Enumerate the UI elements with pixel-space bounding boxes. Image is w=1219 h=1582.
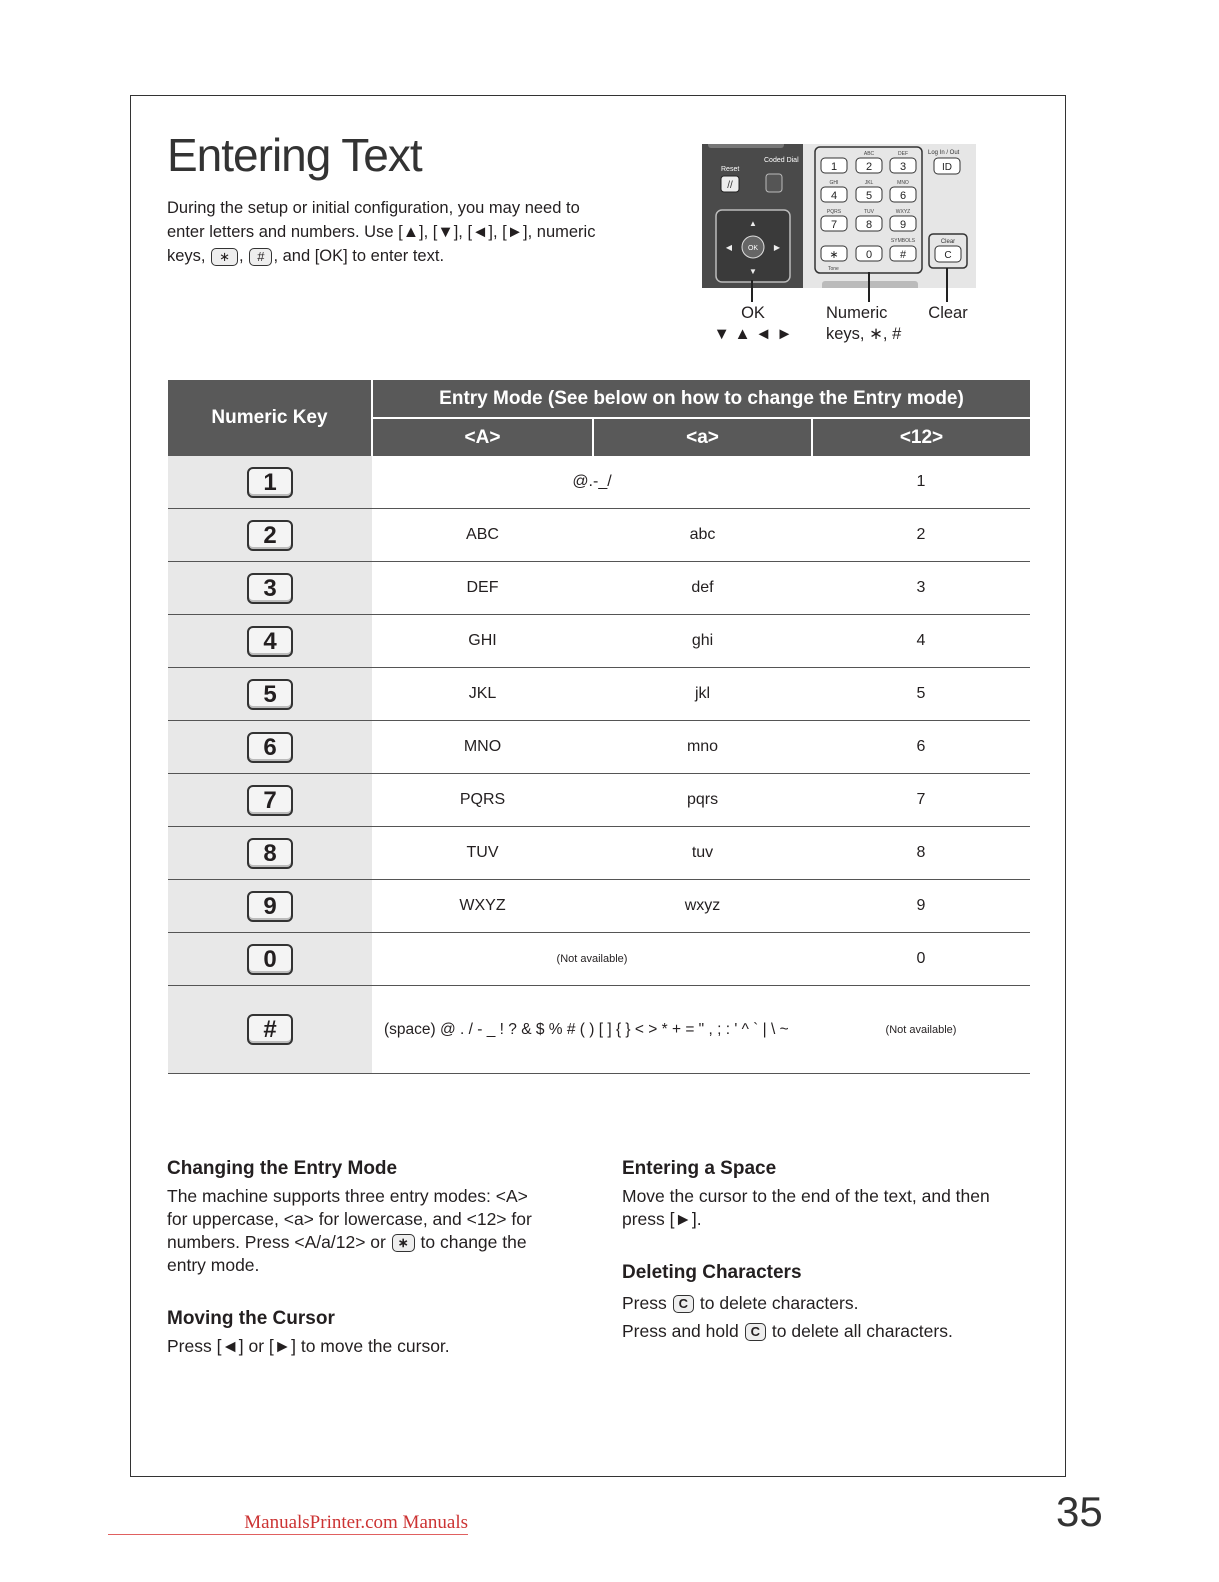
entry-mode-text	[167, 1185, 587, 1277]
key-4-icon: 4	[247, 626, 293, 657]
row-8-numeric: 8	[812, 827, 1030, 880]
row-1-symbols: @.-_/	[372, 456, 812, 509]
svg-text:9: 9	[899, 219, 907, 231]
symbols-label: SYMBOLS	[890, 238, 916, 244]
intro-line-1: During the setup or initial configuration, you may need to	[167, 199, 580, 217]
row-7-lower: pqrs	[593, 774, 812, 827]
row-3-lower: def	[593, 562, 812, 615]
row-7-upper: PQRS	[372, 774, 593, 827]
clear-callout-label: Clear	[928, 304, 968, 322]
svg-text:8: 8	[865, 219, 873, 231]
svg-text:5: 5	[865, 190, 873, 202]
header-numeric-key: Numeric Key	[168, 380, 372, 456]
row-2-upper: ABC	[372, 509, 593, 562]
svg-text:GHI: GHI	[829, 180, 839, 186]
down-arrow-icon: ▼	[749, 267, 757, 276]
entry-mode-table	[168, 380, 1030, 1074]
key-2-icon: 2	[247, 520, 293, 551]
entry-mode-heading: Changing the Entry Mode	[167, 1158, 398, 1179]
key-6-icon: 6	[247, 732, 293, 763]
entry-mode-line-1: The machine supports three entry modes: <A>	[167, 1186, 528, 1206]
table-row	[168, 986, 1030, 1074]
operation-panel-illustration	[702, 144, 976, 288]
ok-callout	[713, 303, 793, 345]
entry-mode-line-2: for uppercase, <a> for lowercase, and <12> for	[167, 1209, 532, 1229]
ok-callout-line	[751, 280, 753, 302]
row-0-numeric: 0	[812, 933, 1030, 986]
entry-mode-line-4: entry mode.	[167, 1255, 260, 1275]
numeric-callout-line1: Numeric	[826, 304, 888, 322]
row-hash-numeric: (Not available)	[812, 986, 1030, 1074]
keypad-key-0	[856, 246, 882, 261]
clear-key-icon: C	[673, 1295, 694, 1313]
keypad-key-1	[821, 158, 847, 173]
row-hash-symbols: (space) @ . / - _ ! ? & $ % # ( ) [ ] { } < > * + = " , ; : ' ^ ` | \ ~	[372, 986, 812, 1074]
delete-heading: Deleting Characters	[622, 1262, 802, 1283]
page-title: Entering Text	[167, 129, 422, 181]
row-4-upper: GHI	[372, 615, 593, 668]
entry-mode-line-3	[167, 1231, 587, 1254]
row-4-numeric: 4	[812, 615, 1030, 668]
cursor-heading: Moving the Cursor	[167, 1308, 335, 1329]
key-9-icon: 9	[247, 891, 293, 922]
table-row	[168, 615, 1030, 668]
page-number: 35	[1056, 1488, 1103, 1535]
clear-key-icon: C	[745, 1323, 766, 1341]
cursor-text: Press [◄] or [►] to move the cursor.	[167, 1336, 450, 1356]
row-0-not-available: (Not available)	[372, 933, 812, 986]
space-text	[622, 1185, 1042, 1231]
numeric-callout-line2: keys, ∗, #	[826, 325, 902, 343]
keypad-key-hash	[890, 246, 916, 261]
header-entry-mode: Entry Mode (See below on how to change the Entry mode)	[372, 380, 1030, 418]
row-8-upper: TUV	[372, 827, 593, 880]
clear-callout	[918, 303, 978, 324]
ok-label: OK	[747, 245, 759, 252]
row-9-upper: WXYZ	[372, 880, 593, 933]
svg-text:WXYZ: WXYZ	[895, 209, 911, 215]
section-cursor	[167, 1307, 587, 1358]
section-entry-mode	[167, 1157, 587, 1277]
svg-text:PQRS: PQRS	[826, 209, 842, 215]
keypad-key-star	[821, 246, 847, 261]
intro-line-2: enter letters and numbers. Use [▲], [▼], [◄], [►], numeric	[167, 223, 596, 241]
delete-line-2a: Press and hold	[622, 1321, 739, 1341]
svg-text:JKL: JKL	[864, 180, 874, 186]
row-8-lower: tuv	[593, 827, 812, 880]
row-9-lower: wxyz	[593, 880, 812, 933]
clear-panel-label: Clear	[940, 239, 956, 245]
delete-line-2b: to delete all characters.	[771, 1321, 953, 1341]
footer-link[interactable]: ManualsPrinter.com Manuals	[108, 1512, 468, 1535]
svg-text:DEF: DEF	[898, 151, 908, 157]
table-row	[168, 562, 1030, 615]
row-6-lower: mno	[593, 721, 812, 774]
login-label: Log In / Out	[928, 150, 960, 156]
clear-key-label: C	[944, 250, 952, 261]
ok-callout-label: OK	[741, 304, 765, 322]
key-1-icon: 1	[247, 467, 293, 498]
numeric-callout	[826, 303, 910, 345]
svg-text:ABC: ABC	[863, 151, 875, 157]
intro-line-3b: , and [OK] to enter text.	[273, 247, 445, 265]
key-3-icon: 3	[247, 573, 293, 604]
svg-text:6: 6	[899, 190, 907, 202]
delete-text	[622, 1289, 1042, 1345]
key-5-icon: 5	[247, 679, 293, 710]
arrow-keys-label: ▼ ▲ ◄ ►	[713, 325, 793, 343]
id-label: ID	[942, 162, 952, 173]
key-8-icon: 8	[247, 838, 293, 869]
numeric-callout-line	[868, 272, 870, 302]
table-row	[168, 827, 1030, 880]
section-delete	[622, 1261, 1042, 1345]
space-line-1: Move the cursor to the end of the text, and then	[622, 1186, 990, 1206]
key-hash-icon: #	[247, 1014, 293, 1045]
table-row	[168, 880, 1030, 933]
header-mode-numeric: <12>	[812, 418, 1030, 456]
row-5-numeric: 5	[812, 668, 1030, 721]
row-9-numeric: 9	[812, 880, 1030, 933]
table-row	[168, 509, 1030, 562]
header-mode-upper: <A>	[372, 418, 593, 456]
coded-dial-button	[766, 174, 782, 192]
intro-line-3a: keys,	[167, 247, 206, 265]
intro-sep: ,	[239, 247, 244, 265]
svg-text:TUV: TUV	[864, 209, 874, 215]
row-7-numeric: 7	[812, 774, 1030, 827]
table-row	[168, 933, 1030, 986]
table-row	[168, 668, 1030, 721]
delete-line-1	[622, 1289, 1042, 1317]
tone-label: Tone	[828, 266, 839, 272]
header-mode-lower: <a>	[593, 418, 812, 456]
svg-text:2: 2	[865, 161, 873, 173]
svg-text:#: #	[899, 249, 907, 261]
left-arrow-icon: ◀	[725, 243, 733, 252]
star-key-icon: ∗	[211, 248, 238, 266]
svg-text:0: 0	[865, 249, 873, 261]
svg-text:4: 4	[830, 190, 838, 202]
keypad-keys	[821, 151, 916, 272]
svg-text:7: 7	[830, 219, 838, 231]
row-6-upper: MNO	[372, 721, 593, 774]
right-arrow-icon: ▶	[773, 243, 781, 252]
row-6-numeric: 6	[812, 721, 1030, 774]
svg-text:1: 1	[830, 161, 838, 173]
key-7-icon: 7	[247, 785, 293, 816]
up-arrow-icon: ▲	[749, 219, 757, 228]
row-2-lower: abc	[593, 509, 812, 562]
section-space	[622, 1157, 1042, 1231]
row-2-numeric: 2	[812, 509, 1030, 562]
row-3-upper: DEF	[372, 562, 593, 615]
space-heading: Entering a Space	[622, 1158, 777, 1179]
svg-text:MNO: MNO	[897, 180, 909, 186]
row-3-numeric: 3	[812, 562, 1030, 615]
entry-mode-line-3a: numbers. Press <A/a/12> or	[167, 1232, 386, 1252]
row-4-lower: ghi	[593, 615, 812, 668]
intro-paragraph	[167, 196, 597, 268]
svg-text://: //	[727, 180, 733, 191]
hash-key-icon: #	[249, 248, 272, 266]
space-line-2: press [►].	[622, 1209, 702, 1229]
row-5-upper: JKL	[372, 668, 593, 721]
delete-line-2	[622, 1317, 1042, 1345]
row-1-numeric: 1	[812, 456, 1030, 509]
delete-line-1a: Press	[622, 1293, 667, 1313]
reset-label: Reset	[721, 166, 740, 173]
key-0-icon: 0	[247, 944, 293, 975]
table-row	[168, 774, 1030, 827]
coded-dial-label: Coded Dial	[764, 157, 799, 164]
intro-line-3	[167, 244, 597, 268]
svg-text:3: 3	[899, 161, 907, 173]
star-key-icon: ∗	[392, 1234, 415, 1252]
table-row	[168, 721, 1030, 774]
entry-mode-line-3b: to change the	[420, 1232, 527, 1252]
svg-text:∗: ∗	[829, 249, 839, 261]
table-row	[168, 456, 1030, 509]
clear-callout-line	[946, 268, 948, 302]
row-5-lower: jkl	[593, 668, 812, 721]
delete-line-1b: to delete characters.	[699, 1293, 859, 1313]
